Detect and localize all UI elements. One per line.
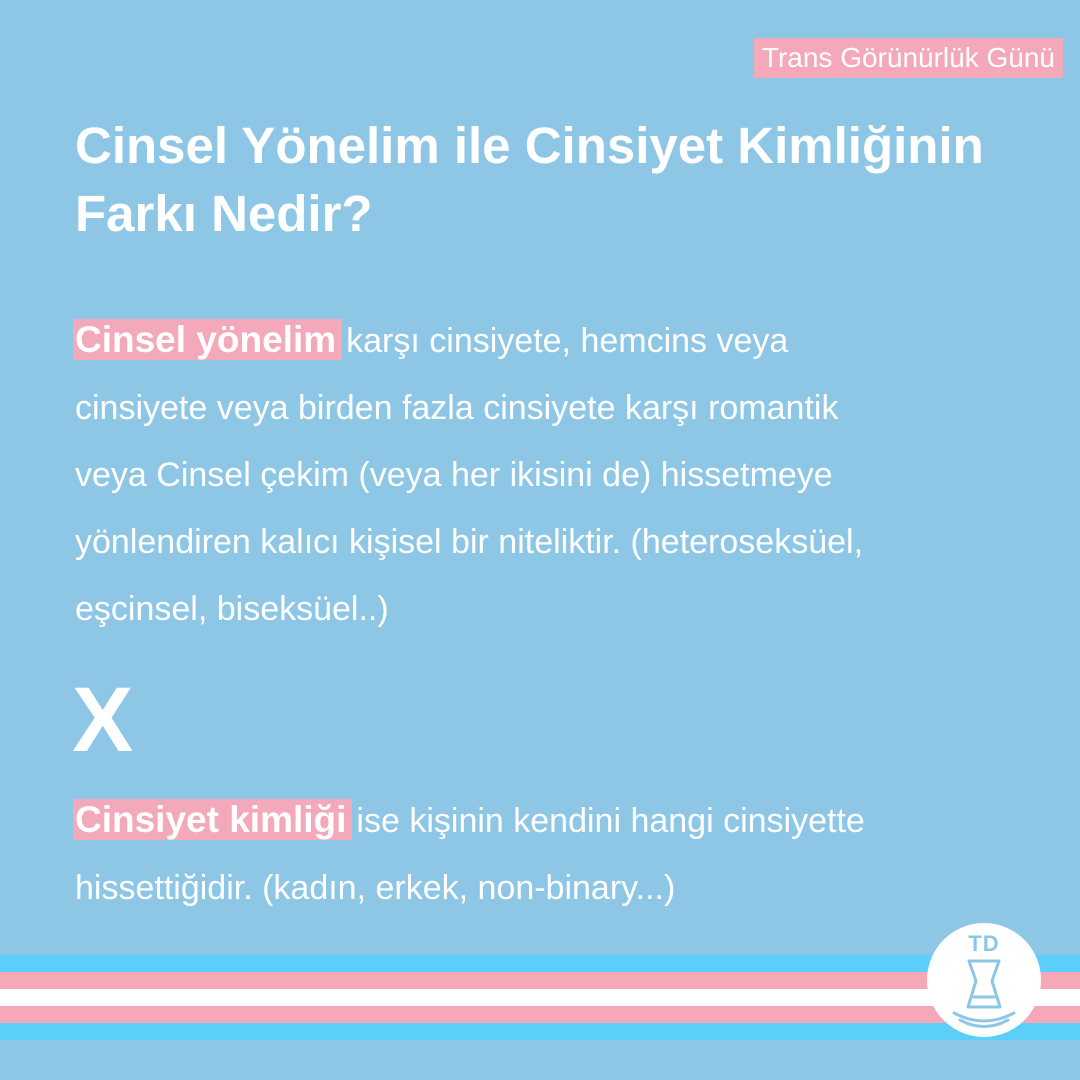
page-title: Cinsel Yönelim ile Cinsiyet Kimliğinin Farkı Nedir?	[75, 117, 984, 242]
flag-stripe-pink	[0, 972, 1080, 989]
brand-logo	[927, 923, 1041, 1037]
paragraph-line: eşcinsel, biseksüel..)	[75, 590, 389, 628]
paragraph-text: karşı cinsiyete, hemcins veya	[346, 322, 789, 360]
paragraph-text: ise kişinin kendini hangi cinsiyette	[356, 802, 865, 840]
paragraph-line: cinsiyete veya birden fazla cinsiyete karşı romantik	[75, 389, 839, 427]
sexual-orientation-term: Cinsel yönelim	[73, 319, 342, 360]
separator-x: X	[72, 669, 134, 771]
flag-stripe-blue	[0, 1023, 1080, 1040]
paragraph-line	[75, 306, 1035, 375]
flag-stripe-white	[0, 989, 1080, 1006]
paragraph-line: hissettiğidir. (kadın, erkek, non-binary...)	[75, 869, 676, 907]
gender-identity-term: Cinsiyet kimliği	[73, 799, 352, 840]
flag-stripe-blue	[0, 955, 1080, 972]
flag-stripe-pink	[0, 1006, 1080, 1023]
paragraph-line: yönlendiren kalıcı kişisel bir niteliktir. (heteroseksüel,	[75, 523, 864, 561]
tea-glass-icon	[944, 957, 1024, 1031]
event-tag: Trans Görünürlük Günü	[754, 38, 1063, 78]
logo-text: TD	[968, 931, 1000, 956]
sexual-orientation-paragraph	[75, 306, 1035, 643]
paragraph-line	[75, 786, 1035, 855]
paragraph-line: veya Cinsel çekim (veya her ikisini de) hissetmeye	[75, 456, 833, 494]
trans-flag-stripes	[0, 955, 1080, 1040]
gender-identity-paragraph	[75, 786, 1035, 922]
